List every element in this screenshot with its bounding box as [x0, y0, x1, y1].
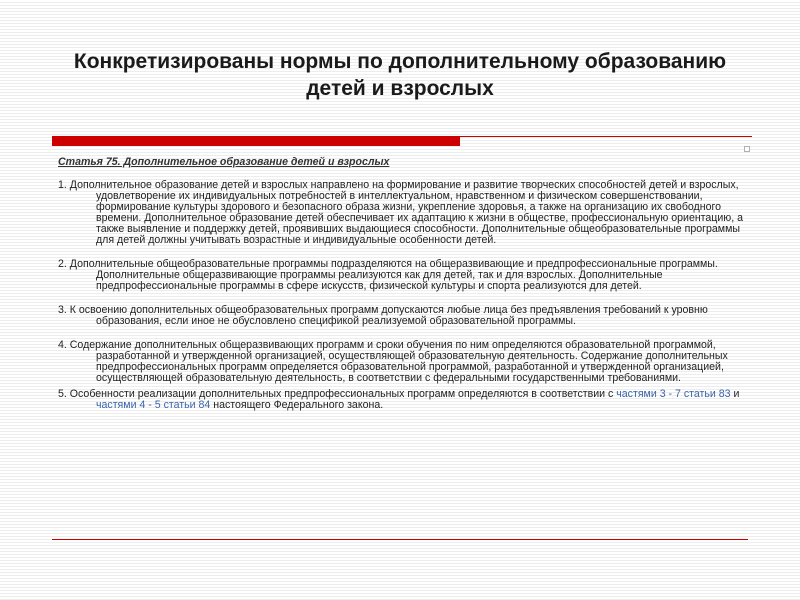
paragraph-5-and: и	[730, 388, 740, 400]
bottom-red-line	[52, 539, 748, 540]
link-article-84[interactable]: частями 4 - 5 статьи 84	[96, 399, 211, 411]
article-body	[58, 157, 748, 411]
title-underline-decoration	[52, 134, 752, 146]
article-paragraph-5	[58, 389, 748, 411]
slide-title: Конкретизированы нормы по дополнительному образованию детей и взрослых	[73, 50, 727, 100]
article-heading: Статья 75. Дополнительное образование детей и взрослых	[58, 156, 390, 168]
link-article-83[interactable]: частями 3 - 7 статьи 83	[616, 388, 731, 400]
article-paragraph-3: 3. К освоению дополнительных общеобразовательных программ допускаются любые лица без предъявления требований к уровню образования, если иное не обусловлено спецификой реализуемой образовательной программы.	[58, 304, 708, 327]
article-paragraph-1: 1. Дополнительное образование детей и взрослых направлено на формирование и развитие творческих способностей детей и взрослых, удовлетворение их индивидуальных потребностей в интеллектуальном, нравственном и физическом совершенствовании, формирование культуры здорового и безопасного образа жизни, укрепление здоровья, а также на организацию их свободного времени. Дополнительное образование детей обеспечивает их адаптацию к жизни в обществе, профессиональную ориентацию, а также выявление и поддержку детей, проявивших выдающиеся способности. Дополнительные общеобразовательные программы для детей должны учитывать возрастные и индивидуальные особенности детей.	[58, 179, 744, 246]
article-paragraph-2: 2. Дополнительные общеобразовательные программы подразделяются на общеразвивающие и предпрофессиональные программы. Дополнительные общеразвивающие программы реализуются как для детей, так и для взрослых. Дополнительные предпрофессиональные программы в сфере искусств, физической культуры и спорта реализуются для детей.	[58, 258, 718, 292]
thick-red-bar	[52, 137, 460, 146]
corner-square-decoration	[744, 146, 750, 152]
paragraph-5-text-start: 5. Особенности реализации дополнительных предпрофессиональных программ определяются в соответствии с	[58, 388, 617, 400]
article-paragraph-4: 4. Содержание дополнительных общеразвивающих программ и сроки обучения по ним определяются образовательной программой, разработанной и утвержденной организацией, осуществляющей образовательную деятельность. Содержание дополнительных предпрофессиональных программ определяется образовательной программой, разработанной и утвержденной организацией, осуществляющей образовательную деятельность, в соответствии с федеральными государственными требованиями.	[58, 339, 728, 384]
paragraph-5-text-end: настоящего Федерального закона.	[210, 399, 384, 411]
